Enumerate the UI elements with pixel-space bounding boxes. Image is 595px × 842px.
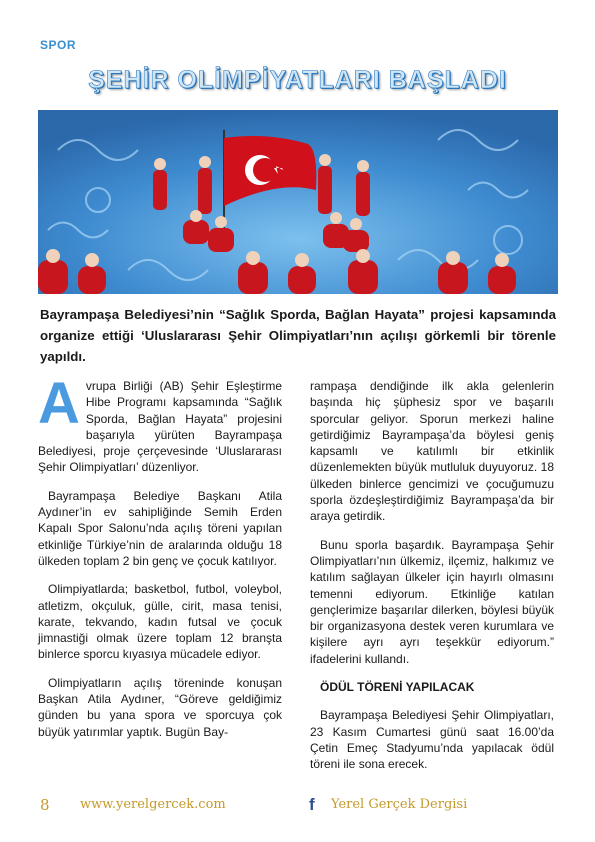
left-column xyxy=(38,371,282,752)
right-column xyxy=(310,378,554,785)
subheading: ÖDÜL TÖRENİ YAPILACAK xyxy=(320,680,475,695)
headline: ŞEHİR OLİMPİYATLARI BAŞLADI xyxy=(88,66,507,94)
article-photo xyxy=(38,110,558,294)
drop-cap: A xyxy=(38,371,80,436)
gymnasts-with-flag-image xyxy=(38,110,558,294)
paragraph: Bayrampaşa Belediyesi Şehir Olimpiyatları, 23 Kasım Cumartesi günü saat 16.00’da Çetin Emeç Stadyumu’nda yapılacak ödül töreni ile sona erecek. xyxy=(310,708,554,772)
article-intro: Bayrampaşa Belediyesi’nin “Sağlık Sporda, Bağlan Hayata” projesi kapsamında organize ettiği ‘Uluslararası Şehir Olimpiyatları’nın açılışı görkemli bir törenle yapıldı. xyxy=(40,307,556,364)
section-label: SPOR xyxy=(40,38,77,52)
page-number: 8 xyxy=(40,796,50,814)
paragraph: Bunu sporla başardık. Bayrampaşa Şehir Olimpiyatları’nın ülkemiz, ilçemiz, halkımız ve katılım sağlayan ülkeler için hayırlı olmasını temenni ediyorum. Etkinliğe katılan gençlerimize başarılar dilerken, böylesi büyük bir organizasyona destek veren kurumlara ve kişilere ayrı ayrı teşekkür ediyorum.” ifadelerini kullandı. xyxy=(310,537,554,666)
paragraph: Olimpiyatlarda; basketbol, futbol, voleybol, atletizm, okçuluk, gülle, cirit, masa tenisi, karate, tekvando, kadın futsal ve çocuk jimnastiği olmak üzere toplam 12 branşta binlerce sporcu kıyasıya mücadele ediyor. xyxy=(38,582,282,662)
page-footer xyxy=(0,796,595,816)
paragraph: rampaşa dendiğinde ilk akla gelenlerin başında hiç şüphesiz spor ve başarılı sporcular geliyor. Sporun merkezi haline getirdiğimiz Bayrampaşa’da böylesi geniş kapsamlı ve katılımlı bir etkinlik düzenlemekten büyük mutluluk duyuyoruz. 18 ülkeden binlerce gencimizi ve çocuğumuzu sporla özdeşleştirdiğimiz Bayrampaşa’da bir araya getirdik. xyxy=(310,379,554,524)
paragraph: Bayrampaşa Belediye Başkanı Atila Aydıner’in ev sahipliğinde Semih Erden Kapalı Spor Salonu’nda açılış töreni yapılan etkinliğe Türkiye’nin de aralarında olduğu 18 ülkeden toplam 2 bin genç ve çocuk katılıyor. xyxy=(38,488,282,568)
paragraph: Olimpiyatların açılış töreninde konuşan Başkan Atila Aydıner, “Göreve geldiğimiz günden bu yana spora ve sporcuya çok büyük yatırımlar yaptık. Bugün Bay- xyxy=(38,675,282,739)
paragraph xyxy=(38,371,282,476)
facebook-icon[interactable]: f xyxy=(309,795,315,814)
magazine-name: Yerel Gerçek Dergisi xyxy=(331,797,468,812)
paragraph-text: vrupa Birliği (AB) Şehir Eşleştirme Hibe Programı kapsamında “Sağlık Sporda, Bağlan Hayata” projesini başarıyla yürüten Bayrampaşa Belediyesi, proje çerçevesinde ‘Uluslararası Şehir Olimpiyatları’ düzenliyor. xyxy=(38,379,282,475)
website-link[interactable]: www.yerelgercek.com xyxy=(80,797,226,812)
